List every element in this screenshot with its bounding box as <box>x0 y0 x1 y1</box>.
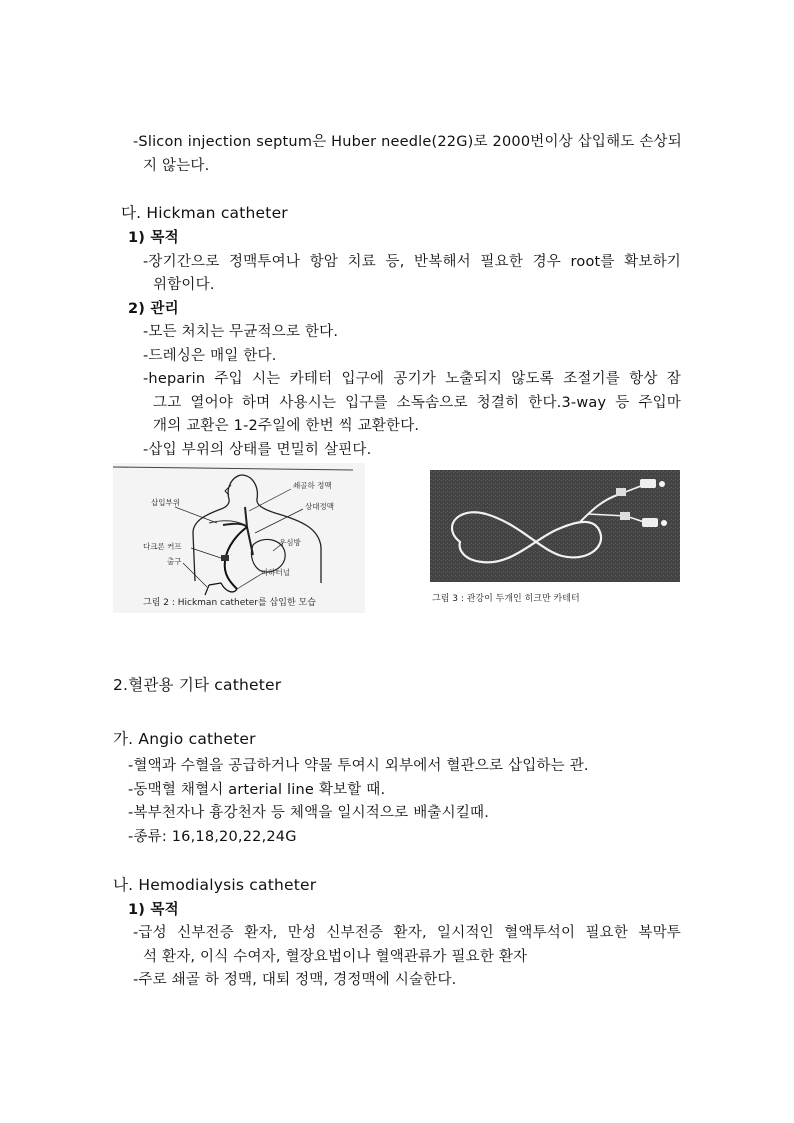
hickman-heparin-line-1: -heparin 주입 시는 카테터 입구에 공기가 노출되지 않도록 조절기를 항상 잠 <box>143 371 681 387</box>
figure-hickman-insertion <box>113 463 365 613</box>
hemo-purpose-title: 1) 목적 <box>128 902 179 918</box>
hickman-heparin-line-3: 개의 교환은 1-2주일에 한번 씩 교환한다. <box>153 418 420 434</box>
fig2-label-insertion-site: 삽입부위 <box>151 498 180 507</box>
hemo-line-2: 석 환자, 이식 수여자, 혈장요법이나 혈액관류가 필요한 환자 <box>143 949 528 965</box>
fig2-label-tunnel: 피하터널 <box>261 568 290 577</box>
hemo-line-1: -급성 신부전증 환자, 만성 신부전증 환자, 일시적인 혈액투석이 필요한 복막투 <box>133 925 681 941</box>
fig2-label-superior-vena-cava: 상대정맥 <box>305 502 334 511</box>
intro-line-2: 지 않는다. <box>143 158 210 174</box>
fig2-label-dacron-cuff: 다크론 커프 <box>143 542 182 551</box>
hickman-purpose-title: 1) 목적 <box>128 230 179 246</box>
angio-item-1: -혈액과 수혈을 공급하거나 약물 투여시 외부에서 혈관으로 삽입하는 관. <box>128 758 589 774</box>
hickman-site-item: -삽입 부위의 상태를 면밀히 살핀다. <box>143 442 372 458</box>
hickman-manage-title: 2) 관리 <box>128 301 179 317</box>
angio-item-4: -종류: 16,18,20,22,24G <box>128 829 297 845</box>
angio-item-2: -동맥혈 채혈시 arterial line 확보할 때. <box>128 782 386 798</box>
hickman-heading: 다. Hickman catheter <box>121 204 288 222</box>
figure-2-caption: 그림 2 : Hickman catheter를 삽입한 모습 <box>143 598 316 608</box>
hickman-manage-item-2: -드레싱은 매일 한다. <box>143 348 277 364</box>
hickman-heparin-line-2: 그고 열어야 하며 사용시는 입구를 소독솜으로 청결히 한다.3-way 등 주입마 <box>153 395 681 411</box>
hickman-purpose-line-1: -장기간으로 정맥투여나 항암 치료 등, 반복해서 필요한 경우 root를 확보하기 <box>143 254 681 270</box>
hemo-heading: 나. Hemodialysis catheter <box>113 876 317 894</box>
intro-line-1: -Slicon injection septum은 Huber needle(22G)로 2000번이상 삽입해도 손상되 <box>133 134 682 150</box>
figure-double-lumen-catheter <box>430 470 680 582</box>
hemo-line-3: -주로 쇄골 하 정맥, 대퇴 정맥, 경정맥에 시술한다. <box>133 972 457 988</box>
section-2-heading: 2.혈관용 기타 catheter <box>113 676 282 694</box>
fig2-label-right-atrium: 우심방 <box>279 538 301 547</box>
fig2-label-subclavian-vein: 쇄골하 정맥 <box>293 481 332 490</box>
hickman-manage-item-1: -모든 처치는 무균적으로 한다. <box>143 324 339 340</box>
hickman-purpose-line-2: 위함이다. <box>153 277 215 293</box>
fig2-label-exit-site: 출구 <box>167 557 182 566</box>
angio-heading: 가. Angio catheter <box>113 730 256 748</box>
figure-3-caption: 그림 3 : 관강이 두개인 히크만 카테터 <box>432 594 580 604</box>
angio-item-3: -복부천자나 흉강천자 등 체액을 일시적으로 배출시킬때. <box>128 805 490 821</box>
